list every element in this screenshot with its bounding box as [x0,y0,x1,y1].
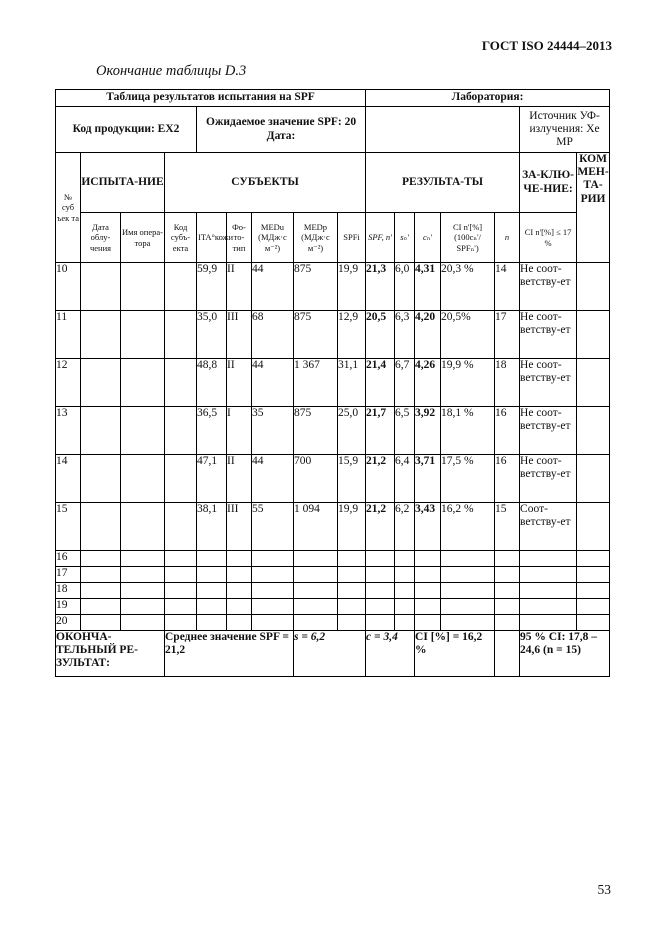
cell-ci: 17,5 % [441,455,495,503]
final-ci95: 95 % CI: 17,8 – 24,6 (n = 15) [520,631,610,677]
cell-phototype: II [227,359,252,407]
table-row-empty [56,551,610,567]
cell-spfi: 15,9 [338,455,366,503]
cell-s: 6,5 [395,407,415,455]
col-phototype: Фо-то-тип [227,213,252,263]
final-label: ОКОНЧА-ТЕЛЬНЫЙ РЕ-ЗУЛЬТАТ: [56,631,165,677]
col-date: Дата облу-чения [81,213,121,263]
final-s: s = 6,2 [294,631,366,677]
cell-spf: 21,3 [366,263,395,311]
cell-c: 3,71 [415,455,441,503]
group-tests: ИСПЫТА-НИЕ [81,153,165,213]
cell-n: 15 [495,503,520,551]
table-row-empty [56,615,610,631]
cell-operator [121,359,165,407]
cell-comments [577,455,610,503]
cell-medp: 1 367 [294,359,338,407]
table-row [56,503,610,551]
cell-subject-code [165,455,197,503]
cell-c: 4,31 [415,263,441,311]
cell-medu: 68 [252,311,294,359]
cell-ita: 47,1 [197,455,227,503]
cell-spfi: 19,9 [338,503,366,551]
cell-spf: 21,7 [366,407,395,455]
group-results: РЕЗУЛЬТА-ТЫ [366,153,520,213]
final-empty [495,631,520,677]
cell-medu: 44 [252,455,294,503]
cell-spf: 21,2 [366,455,395,503]
group-conclusion: ЗА-КЛЮ-ЧЕ-НИЕ: [520,153,577,213]
cell-medu: 35 [252,407,294,455]
cell-s: 6,4 [395,455,415,503]
cell-medp: 875 [294,407,338,455]
final-result-row [56,631,610,677]
cell-date [81,359,121,407]
col-medp: MEDp (МДж·с м⁻²) [294,213,338,263]
cell-ci: 20,3 % [441,263,495,311]
cell-spfi: 12,9 [338,311,366,359]
group-comments: КОМ МЕН-ТА-РИИ [577,153,610,263]
cell-ci: 19,9 % [441,359,495,407]
cell-comments [577,263,610,311]
table-row [56,407,610,455]
cell-subject-code [165,359,197,407]
cell-medp: 875 [294,263,338,311]
cell-spfi: 25,0 [338,407,366,455]
cell-conclusion: Не соот-ветству-ет [520,311,577,359]
product-code: Код продукции: ЕХ2 [56,107,197,153]
cell-comments [577,503,610,551]
cell-conclusion: Не соот-ветству-ет [520,359,577,407]
cell-medu: 44 [252,263,294,311]
cell-n: 14 [495,263,520,311]
cell-ci: 16,2 % [441,503,495,551]
cell-subject-no: 14 [56,455,81,503]
cell-medp: 875 [294,311,338,359]
cell-subject-no: 11 [56,311,81,359]
cell-c: 3,92 [415,407,441,455]
table-row [56,311,610,359]
col-ci: CI n'[%] (100cₙ'/ SPFₙ') [441,213,495,263]
cell-subject-no: 10 [56,263,81,311]
cell-spf: 21,2 [366,503,395,551]
cell-phototype: II [227,263,252,311]
table-row-empty [56,599,610,615]
cell-subject-code [165,311,197,359]
cell-ita: 36,5 [197,407,227,455]
table-caption: Окончание таблицы D.3 [96,63,247,79]
standard-header: ГОСТ ISO 24444–2013 [481,38,612,53]
cell-n: 18 [495,359,520,407]
cell-phototype: II [227,455,252,503]
col-ita: ITA°кожи [197,213,227,263]
col-medu: MEDu (МДж·с м⁻²) [252,213,294,263]
cell-s: 6,0 [395,263,415,311]
cell-operator [121,455,165,503]
col-c: cₙ' [415,213,441,263]
table-row-empty [56,567,610,583]
table-row [56,455,610,503]
cell-c: 3,43 [415,503,441,551]
cell-medu: 55 [252,503,294,551]
final-c: c = 3,4 [366,631,415,677]
cell-c: 4,26 [415,359,441,407]
spf-results-table [55,89,610,677]
cell-conclusion: Соот-ветству-ет [520,503,577,551]
cell-comments [577,359,610,407]
cell-subject-code [165,263,197,311]
final-ci: CI [%] = 16,2 % [415,631,495,677]
cell-s: 6,7 [395,359,415,407]
cell-subject-no: 19 [56,599,81,615]
cell-spf: 21,4 [366,359,395,407]
cell-subject-no: 16 [56,551,81,567]
cell-ita: 48,8 [197,359,227,407]
cell-spfi: 31,1 [338,359,366,407]
final-mean-spf: Среднее значение SPF = 21,2 [165,631,294,677]
cell-date [81,311,121,359]
expected-spf: Ожидаемое значение SPF: 20 Дата: [197,107,366,153]
cell-subject-no: 13 [56,407,81,455]
cell-ita: 35,0 [197,311,227,359]
cell-n: 16 [495,407,520,455]
lab-label: Лаборатория: [366,90,610,107]
col-subject-code: Код субъ-екта [165,213,197,263]
cell-date [81,503,121,551]
cell-date [81,407,121,455]
cell-conclusion: Не соот-ветству-ет [520,407,577,455]
lab-value [366,107,520,153]
cell-operator [121,263,165,311]
cell-date [81,263,121,311]
cell-medp: 1 094 [294,503,338,551]
group-subjects: СУБЪЕКТЫ [165,153,366,213]
cell-conclusion: Не соот-ветству-ет [520,263,577,311]
cell-phototype: III [227,311,252,359]
col-spfi: SPFi [338,213,366,263]
cell-medu: 44 [252,359,294,407]
cell-spf: 20,5 [366,311,395,359]
cell-operator [121,503,165,551]
page-number: 53 [597,882,611,897]
cell-conclusion: Не соот-ветству-ет [520,455,577,503]
cell-subject-no: 17 [56,567,81,583]
cell-ci: 20,5% [441,311,495,359]
cell-comments [577,311,610,359]
cell-s: 6,2 [395,503,415,551]
cell-subject-code [165,503,197,551]
cell-n: 16 [495,455,520,503]
col-spf: SPF, n' [366,213,395,263]
cell-date [81,455,121,503]
cell-spfi: 19,9 [338,263,366,311]
cell-comments [577,407,610,455]
table-title: Таблица результатов испытания на SPF [56,90,366,107]
cell-phototype: I [227,407,252,455]
table-row [56,263,610,311]
cell-medp: 700 [294,455,338,503]
cell-ita: 38,1 [197,503,227,551]
cell-operator [121,311,165,359]
cell-s: 6,3 [395,311,415,359]
cell-subject-no: 18 [56,583,81,599]
col-n: n [495,213,520,263]
cell-subject-no: 20 [56,615,81,631]
col-subject-no: № суб ъек та [56,153,81,263]
cell-c: 4,20 [415,311,441,359]
cell-phototype: III [227,503,252,551]
col-operator: Имя опера-тора [121,213,165,263]
cell-subject-no: 12 [56,359,81,407]
cell-n: 17 [495,311,520,359]
col-ci-criterion: CI n'[%] ≤ 17 % [520,213,577,263]
cell-ita: 59,9 [197,263,227,311]
cell-operator [121,407,165,455]
table-row [56,359,610,407]
uv-source: Источник УФ-излучения: Хе МР [520,107,610,153]
table-row-empty [56,583,610,599]
col-s: sₙ' [395,213,415,263]
cell-subject-code [165,407,197,455]
cell-subject-no: 15 [56,503,81,551]
cell-ci: 18,1 % [441,407,495,455]
